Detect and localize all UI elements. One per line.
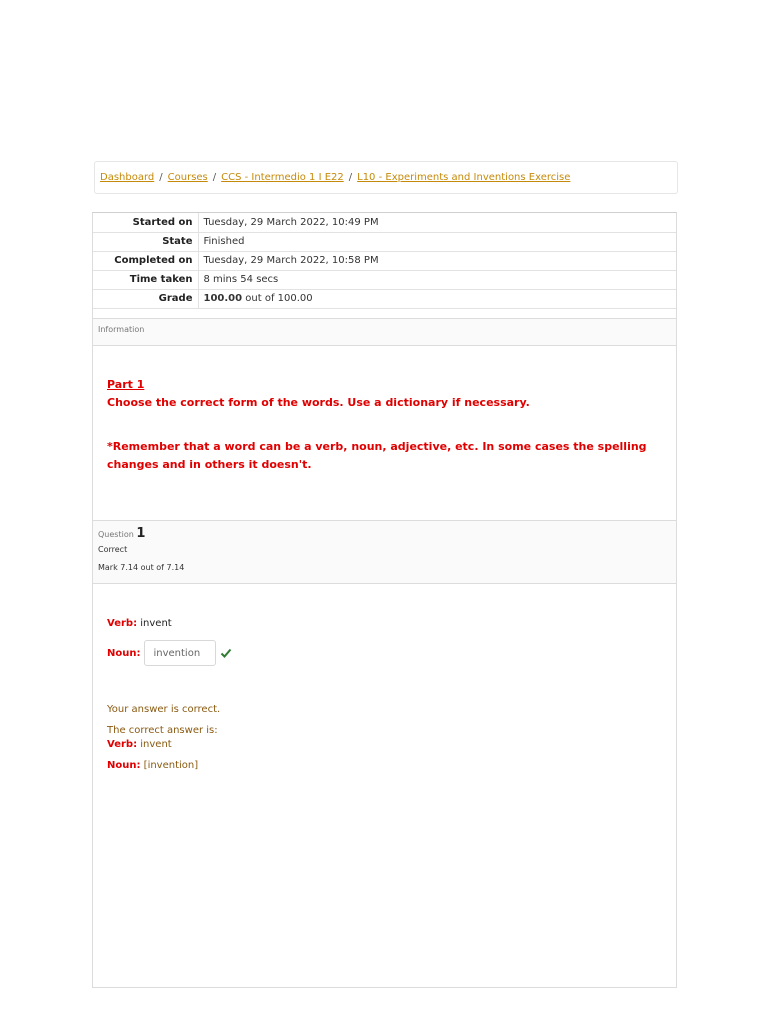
breadcrumb-course-link[interactable]: CCS - Intermedio 1 I E22 [221,172,344,183]
question-info [93,520,676,584]
feedback-noun-label: Noun: [107,760,141,771]
summary-value: 8 mins 54 secs [198,270,676,289]
information-label: Information [98,325,145,334]
verb-prompt [107,618,172,629]
question-status: Correct [98,545,128,554]
feedback-verb-value: invent [137,739,172,750]
attempt-summary-table [93,213,676,309]
summary-value: Finished [198,232,676,251]
part-instruction: Choose the correct form of the words. Use a dictionary if necessary. [107,396,530,409]
summary-label: Time taken [93,270,198,289]
summary-label: Grade [93,289,198,308]
correct-answer-verb [107,738,220,752]
summary-value: Tuesday, 29 March 2022, 10:49 PM [198,213,676,232]
summary-row-started [93,213,676,232]
part-title: Part 1 [107,378,145,391]
verb-value: invent [137,618,172,629]
feedback-verb-label: Verb: [107,739,138,750]
information-header [93,318,676,346]
grade-suffix: out of 100.00 [242,293,313,304]
noun-answer-row [107,640,232,666]
part-instructions [107,376,662,474]
summary-label: Completed on [93,251,198,270]
noun-label: Noun: [107,647,141,659]
grade-score: 100.00 [203,293,243,304]
breadcrumb-exercise-link[interactable]: L10 - Experiments and Inventions Exercise [357,172,571,183]
feedback-noun-value: [invention] [140,760,199,771]
breadcrumb-courses-link[interactable]: Courses [167,172,208,183]
summary-value [198,289,676,308]
summary-row-grade [93,289,676,308]
check-icon [220,647,232,659]
correct-answer-noun [107,759,220,773]
summary-label: State [93,232,198,251]
summary-value: Tuesday, 29 March 2022, 10:58 PM [198,251,676,270]
question-label: Question [98,530,134,539]
question-mark: Mark 7.14 out of 7.14 [98,563,185,572]
breadcrumb [94,161,678,194]
breadcrumb-separator: / [348,172,353,183]
breadcrumb-separator: / [159,172,163,183]
breadcrumb-separator: / [212,172,217,183]
summary-label: Started on [93,213,198,232]
question-number: 1 [136,526,146,541]
verb-label: Verb: [107,618,138,629]
noun-answer-input[interactable] [144,640,216,666]
breadcrumb-dashboard-link[interactable]: Dashboard [100,172,155,183]
correct-message: Your answer is correct. [107,704,221,715]
summary-row-time-taken [93,270,676,289]
correct-answer-intro: The correct answer is: [107,725,218,736]
part-note: *Remember that a word can be a verb, noun, adjective, etc. In some cases the spelling changes and in others it doesn't. [107,440,647,471]
question-feedback [107,703,220,773]
summary-row-completed [93,251,676,270]
summary-row-state [93,232,676,251]
